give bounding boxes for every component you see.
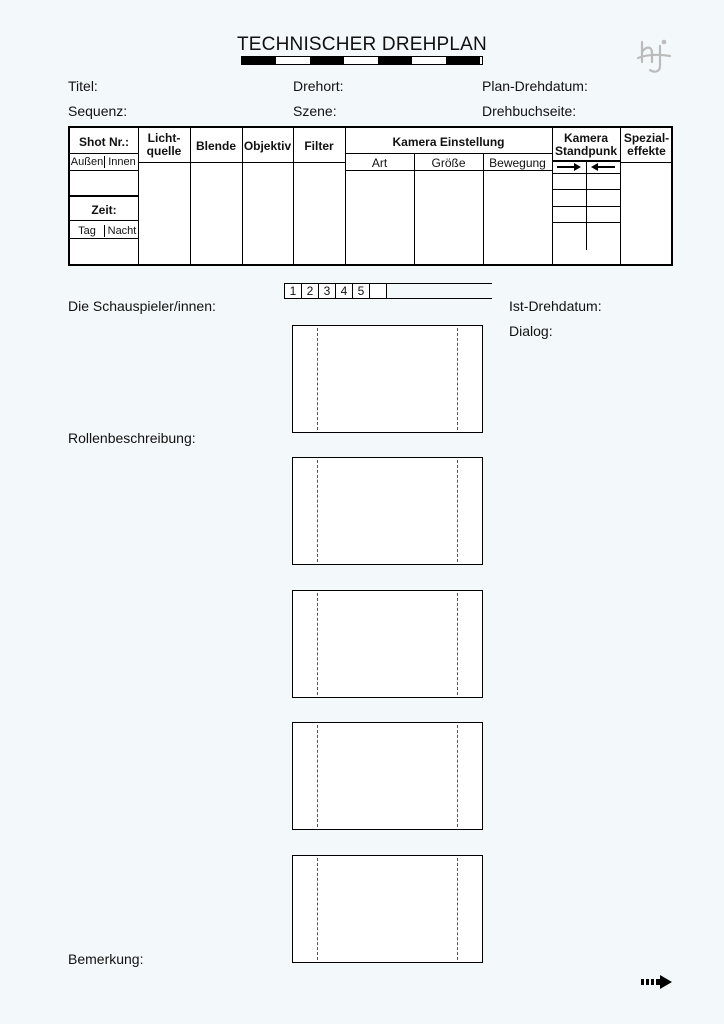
row-divider [345,170,552,171]
tag-label: Tag [78,225,96,237]
szene-label: Szene: [293,103,337,119]
row-divider [552,173,620,174]
hj-logo-icon [634,36,676,76]
spezialeffekte-line2: effekte [627,144,666,158]
row-divider [70,195,138,197]
header-divider [620,162,673,163]
kamera-standpunkt-line2: Standpunk [555,144,617,158]
shot-nr-header: Shot Nr.: [79,135,129,149]
safe-area-line [457,725,458,827]
plan-drehdatum-label: Plan-Drehdatum: [482,78,588,94]
groesse-label: Größe [431,156,466,170]
shot-number-cell[interactable] [369,283,386,299]
sequenz-label: Sequenz: [68,103,128,119]
blende-header: Blende [195,139,236,153]
row-divider [345,153,552,154]
storyboard-frame[interactable] [292,457,483,565]
aussen-label: Außen [70,156,104,168]
safe-area-line [317,328,318,430]
row-divider [552,222,620,223]
header-divider [138,162,345,163]
titel-label: Titel: [68,78,98,94]
safe-area-line [457,593,458,695]
safe-area-line [317,858,318,960]
technical-table [68,126,673,266]
lichtquelle-line1: Licht- [147,131,181,145]
shot-number-boxes [284,283,492,300]
shot-number-cell[interactable]: 3 [318,283,335,299]
safe-area-line [317,460,318,562]
drehbuchseite-label: Drehbuchseite: [482,103,577,119]
spezialeffekte-line1: Spezial- [623,131,670,145]
row-divider [552,206,620,207]
page-title: TECHNISCHER DREHPLAN [237,34,487,55]
arrow-right-icon [556,162,582,172]
bewegung-label: Bewegung [489,156,546,170]
storyboard-frame[interactable] [292,855,483,963]
shot-number-cell[interactable]: 5 [352,283,369,299]
filter-header: Filter [304,139,334,153]
row-divider [70,170,138,171]
row-divider [70,220,138,221]
kamera-standpunkt-header [552,132,620,158]
lichtquelle-header [138,132,190,158]
drehort-label: Drehort: [293,78,344,94]
row-divider [70,153,138,154]
safe-area-line [457,858,458,960]
shot-number-cell[interactable]: 4 [335,283,352,299]
safe-area-line [457,328,458,430]
shot-number-cell[interactable]: 2 [301,283,318,299]
storyboard-frame[interactable] [292,325,483,433]
nacht-label: Nacht [104,225,139,237]
safe-area-line [317,593,318,695]
safe-area-line [317,725,318,827]
zeit-header: Zeit: [91,203,117,217]
next-page-arrow-icon[interactable] [641,974,673,990]
shot-number-line [386,283,492,299]
objektiv-header: Objektiv [243,139,292,153]
storyboard-frame[interactable] [292,722,483,830]
clapper-bar [241,56,483,65]
kamera-standpunkt-line1: Kamera [563,131,609,145]
rollenbeschreibung-label: Rollenbeschreibung: [68,430,196,446]
art-label: Art [371,156,388,170]
arrow-left-icon [590,162,616,172]
bemerkung-label: Bemerkung: [68,951,144,967]
storyboard-frame[interactable] [292,590,483,698]
schauspieler-label: Die Schauspieler/innen: [68,298,216,314]
shot-number-cell[interactable]: 1 [284,283,301,299]
kamera-einstellung-header: Kamera Einstellung [392,135,505,149]
row-divider [70,238,138,239]
innen-label: Innen [104,156,139,168]
safe-area-line [457,460,458,562]
ist-drehdatum-label: Ist-Drehdatum: [509,298,602,314]
spezialeffekte-header [620,132,673,158]
lichtquelle-line2: quelle [146,144,182,158]
dialog-label: Dialog: [509,323,553,339]
row-divider [552,189,620,190]
